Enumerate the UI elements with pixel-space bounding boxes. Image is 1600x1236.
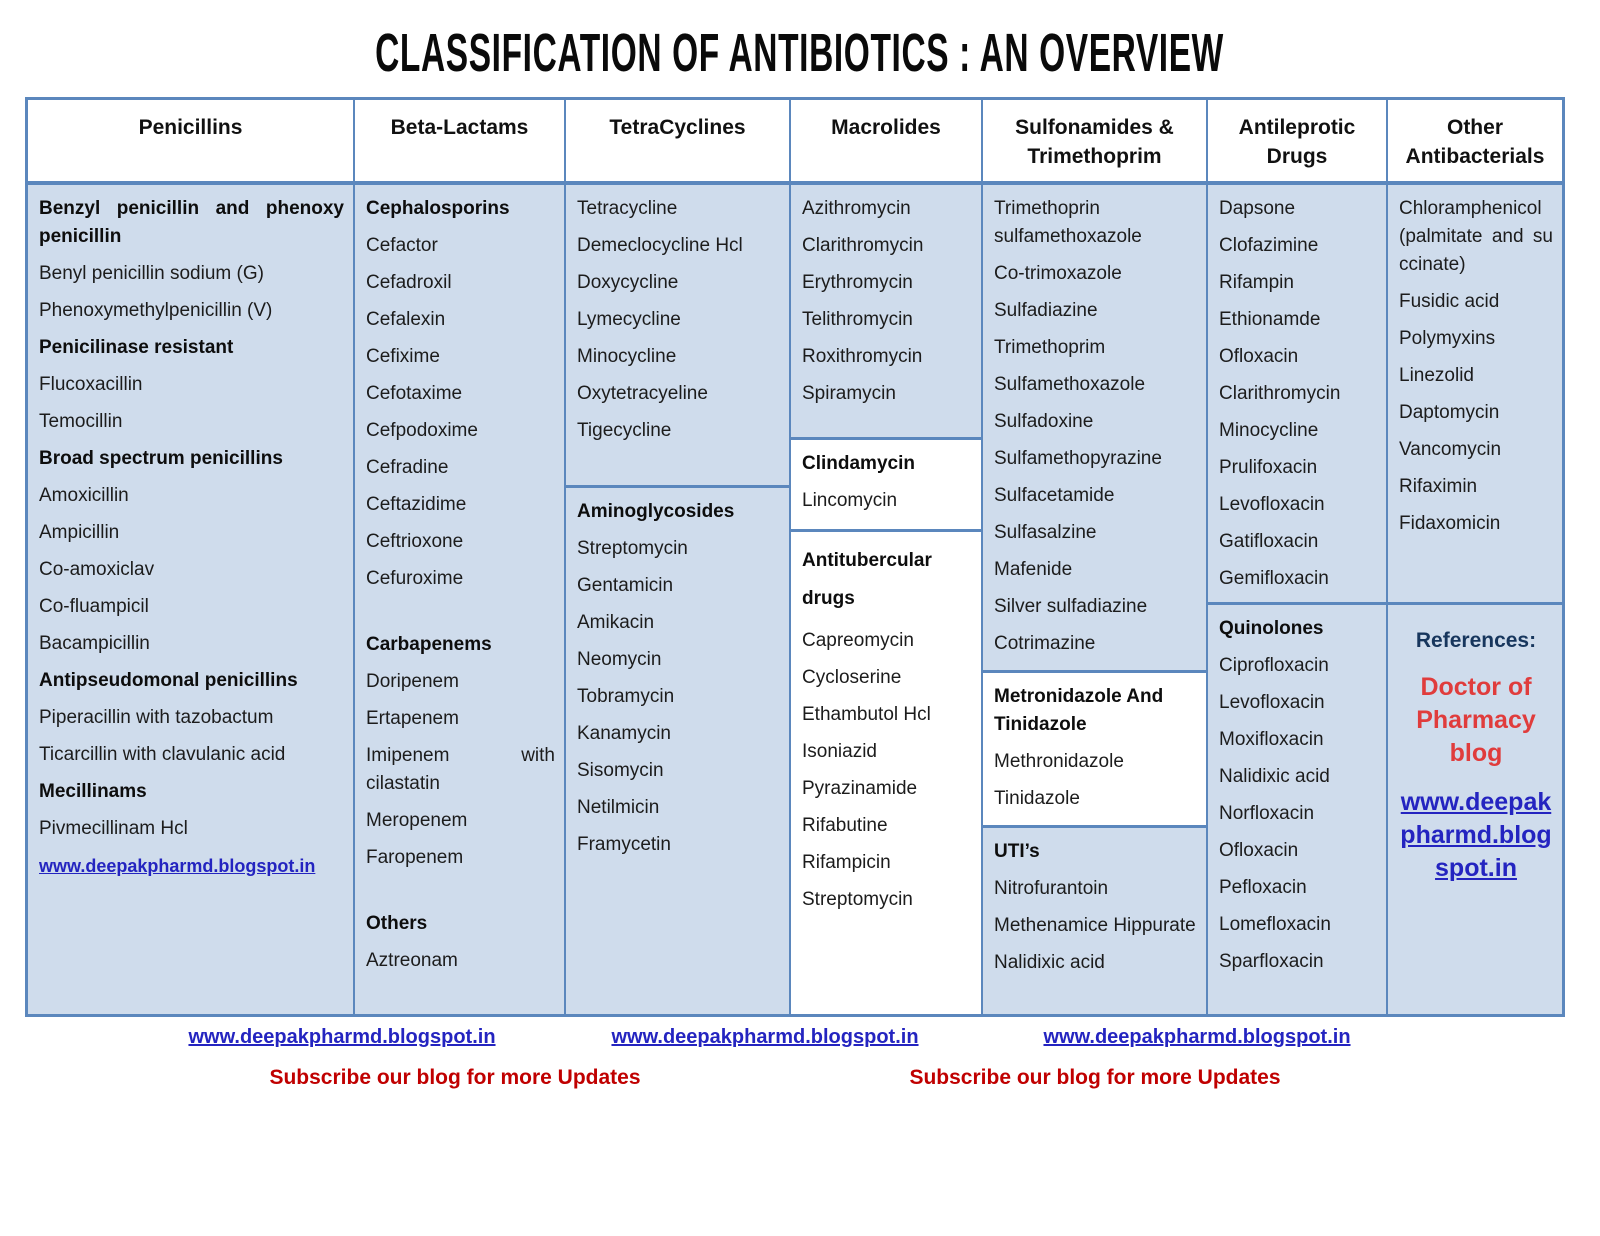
drug-item: Tinidazole	[994, 788, 1080, 809]
drug-item: Rifabutine	[802, 815, 888, 836]
column-penicillins	[28, 185, 355, 1014]
title-bar	[0, 22, 1600, 84]
column-header-other-antibacterials: Other Antibacterials	[1405, 116, 1545, 168]
drug-item: Faropenem	[366, 847, 464, 868]
drug-item: Tetracycline	[577, 198, 678, 219]
drug-item: Amoxicillin	[39, 485, 129, 506]
column-macrolides	[791, 185, 983, 1014]
table-body-row	[28, 185, 1562, 1014]
section-sulfonamides-trimethoprim-1	[983, 185, 1206, 673]
drug-item: Cotrimazine	[994, 633, 1096, 654]
section-macrolides-1	[791, 185, 981, 440]
drug-item: Ciprofloxacin	[1219, 655, 1329, 676]
category-heading: Others	[366, 913, 428, 934]
drug-item: Imipenem with cilastatin	[366, 745, 555, 794]
drug-item: Cefpodoxime	[366, 420, 478, 441]
category-heading: Cephalosporins	[366, 198, 510, 219]
drug-item: Flucoxacillin	[39, 374, 143, 395]
drug-item: Sulfamethoxazole	[994, 374, 1146, 395]
section-penicillins-1	[28, 185, 353, 1014]
column-header-tetracyclines: TetraCyclines	[566, 100, 791, 181]
drug-item: Minocycline	[1219, 420, 1319, 441]
drug-item: Clofazimine	[1219, 235, 1319, 256]
drug-item: Tobramycin	[577, 686, 675, 707]
drug-item: Ofloxacin	[1219, 346, 1299, 367]
drug-item: Cefuroxime	[366, 568, 464, 589]
drug-item: Phenoxymethylpenicillin (V)	[39, 300, 273, 321]
drug-item: Sulfadiazine	[994, 300, 1098, 321]
drug-item: Amikacin	[577, 612, 655, 633]
drug-item: Azithromycin	[802, 198, 911, 219]
category-heading: Quinolones	[1219, 618, 1324, 639]
drug-item: Capreomycin	[802, 630, 914, 651]
category-heading: Antitubercular drugs	[802, 550, 932, 609]
drug-item: Gatifloxacin	[1219, 531, 1319, 552]
section-macrolides-3	[791, 532, 981, 1014]
footer	[0, 1026, 1600, 1126]
drug-item: Levofloxacin	[1219, 692, 1325, 713]
drug-item: Co-amoxiclav	[39, 559, 155, 580]
drug-item: Netilmicin	[577, 797, 660, 818]
drug-item: Neomycin	[577, 649, 662, 670]
drug-item: Rifampicin	[802, 852, 891, 873]
drug-item: Cefactor	[366, 235, 438, 256]
column-beta-lactams	[355, 185, 566, 1014]
column-header-macrolides: Macrolides	[791, 100, 983, 181]
drug-item: Clarithromycin	[1219, 383, 1341, 404]
drug-item: Prulifoxacin	[1219, 457, 1318, 478]
drug-item: Sisomycin	[577, 760, 664, 781]
drug-item: Spiramycin	[802, 383, 896, 404]
drug-item: Trimethoprim	[994, 337, 1106, 358]
drug-item: Erythromycin	[802, 272, 913, 293]
section-tetracyclines-1	[566, 185, 789, 488]
drug-item: Meropenem	[366, 810, 468, 831]
drug-item: Cefadroxil	[366, 272, 452, 293]
drug-item: Methenamice Hippurate	[994, 915, 1196, 936]
drug-item: Nalidixic acid	[1219, 766, 1330, 787]
drug-item: Lymecycline	[577, 309, 681, 330]
drug-item: Temocillin	[39, 411, 123, 432]
drug-item: Ertapenem	[366, 708, 459, 729]
drug-item: Moxifloxacin	[1219, 729, 1324, 750]
category-heading: Penicilinase resistant	[39, 337, 234, 358]
section-macrolides-2	[791, 440, 981, 532]
column-header-beta-lactams: Beta-Lactams	[355, 100, 566, 181]
category-heading: Metronidazole And Tinidazole	[994, 686, 1164, 735]
section-antileprotic-drugs-2	[1208, 605, 1386, 1014]
drug-item: Isoniazid	[802, 741, 877, 762]
references-label: References:	[1415, 629, 1537, 652]
drug-item: Sulfasalzine	[994, 522, 1097, 543]
drug-item: Oxytetracyeline	[577, 383, 708, 404]
footer-blog-link-1[interactable]: www.deepakpharmd.blogspot.in	[188, 1026, 496, 1048]
drug-item: Kanamycin	[577, 723, 671, 744]
column-tetracyclines	[566, 185, 791, 1014]
blog-link[interactable]: www.deepakpharmd.blogspot.in	[1400, 788, 1552, 882]
drug-item: Sulfacetamide	[994, 485, 1115, 506]
drug-item: Cefotaxime	[366, 383, 463, 404]
drug-item: Gentamicin	[577, 575, 674, 596]
drug-item: Ampicillin	[39, 522, 120, 543]
drug-item: Silver sulfadiazine	[994, 596, 1148, 617]
drug-item: Ticarcillin with clavulanic acid	[39, 744, 286, 765]
references-blog-name: Doctor of Pharmacy blog	[1416, 673, 1536, 767]
drug-item: Daptomycin	[1399, 402, 1500, 423]
category-heading: Clindamycin	[802, 453, 915, 474]
section-sulfonamides-trimethoprim-3	[983, 828, 1206, 1014]
drug-item: Bacampicillin	[39, 633, 150, 654]
footer-blog-link-3[interactable]: www.deepakpharmd.blogspot.in	[1043, 1026, 1351, 1048]
drug-item: Levofloxacin	[1219, 494, 1325, 515]
drug-item: Rifampin	[1219, 272, 1294, 293]
drug-item: Fidaxomicin	[1399, 513, 1501, 534]
drug-item: Clarithromycin	[802, 235, 924, 256]
drug-item: Chloramphenicol (palmitate and succinate)	[1399, 198, 1553, 275]
column-header-sulfonamides-trimethoprim: Sulfonamides & Trimethoprim	[983, 100, 1208, 181]
drug-item: Ethambutol Hcl	[802, 704, 931, 725]
drug-item: Sulfamethopyrazine	[994, 448, 1162, 469]
drug-item: Cycloserine	[802, 667, 902, 688]
drug-item: Fusidic acid	[1399, 291, 1500, 312]
drug-item: Ceftazidime	[366, 494, 467, 515]
drug-item: Co-trimoxazole	[994, 263, 1122, 284]
drug-item: Cefalexin	[366, 309, 446, 330]
table-header-row	[28, 100, 1562, 185]
drug-item: Polymyxins	[1399, 328, 1496, 349]
category-heading: UTI’s	[994, 841, 1040, 862]
category-heading: Mecillinams	[39, 781, 147, 802]
section-tetracyclines-2	[566, 488, 789, 1014]
category-heading: Antipseudomonal penicillins	[39, 670, 298, 691]
drug-item: Ceftrioxone	[366, 531, 464, 552]
drug-item: Cefradine	[366, 457, 449, 478]
subscribe-text-2: Subscribe our blog for more Updates	[909, 1066, 1281, 1089]
drug-item: Telithromycin	[802, 309, 913, 330]
drug-item: Doxycycline	[577, 272, 679, 293]
drug-item: Mafenide	[994, 559, 1073, 580]
drug-item: Gemifloxacin	[1219, 568, 1329, 589]
section-sulfonamides-trimethoprim-2	[983, 673, 1206, 828]
column-other-antibacterials	[1388, 185, 1562, 1014]
drug-item: Benyl penicillin sodium (G)	[39, 263, 264, 284]
drug-item: Streptomycin	[577, 538, 688, 559]
blog-link[interactable]: www.deepakpharmd.blogspot.in	[39, 856, 316, 876]
drug-item: Rifaximin	[1399, 476, 1478, 497]
drug-item: Tigecycline	[577, 420, 672, 441]
column-header-penicillins: Penicillins	[28, 100, 355, 181]
drug-item: Minocycline	[577, 346, 677, 367]
drug-item: Pyrazinamide	[802, 778, 918, 799]
drug-item: Nalidixic acid	[994, 952, 1105, 973]
drug-item: Cefixime	[366, 346, 440, 367]
drug-item: Aztreonam	[366, 950, 458, 971]
drug-item: Methronidazole	[994, 751, 1124, 772]
section-other-antibacterials-2	[1388, 605, 1562, 1014]
category-heading: Aminoglycosides	[577, 501, 735, 522]
page-title: CLASSIFICATION OF ANTIBIOTICS : AN OVERVIEW	[375, 23, 1225, 83]
column-antileprotic-drugs	[1208, 185, 1388, 1014]
drug-item: Streptomycin	[802, 889, 913, 910]
drug-item: Co-fluampicil	[39, 596, 149, 617]
footer-blog-link-2[interactable]: www.deepakpharmd.blogspot.in	[611, 1026, 919, 1048]
drug-item: Trimethoprin sulfamethoxazole	[994, 198, 1142, 247]
category-heading: Carbapenems	[366, 634, 492, 655]
drug-item: Ofloxacin	[1219, 840, 1299, 861]
section-beta-lactams-1	[355, 185, 564, 1014]
section-other-antibacterials-1	[1388, 185, 1562, 605]
drug-item: Nitrofurantoin	[994, 878, 1109, 899]
category-heading: Benzyl penicillin and phenoxy penicillin	[39, 198, 344, 247]
drug-item: Piperacillin with tazobactum	[39, 707, 274, 728]
drug-item: Framycetin	[577, 834, 671, 855]
drug-item: Dapsone	[1219, 198, 1296, 219]
drug-item: Pivmecillinam Hcl	[39, 818, 188, 839]
drug-item: Sparfloxacin	[1219, 951, 1324, 972]
drug-item: Roxithromycin	[802, 346, 923, 367]
antibiotics-classification-table	[25, 97, 1565, 1017]
category-heading: Broad spectrum penicillins	[39, 448, 283, 469]
drug-item: Sulfadoxine	[994, 411, 1094, 432]
section-antileprotic-drugs-1	[1208, 185, 1386, 605]
drug-item: Doripenem	[366, 671, 459, 692]
drug-item: Norfloxacin	[1219, 803, 1315, 824]
drug-item: Demeclocycline Hcl	[577, 235, 743, 256]
drug-item: Linezolid	[1399, 365, 1474, 386]
drug-item: Pefloxacin	[1219, 877, 1307, 898]
drug-item: Vancomycin	[1399, 439, 1502, 460]
drug-item: Lincomycin	[802, 490, 898, 511]
column-sulfonamides-trimethoprim	[983, 185, 1208, 1014]
subscribe-text-1: Subscribe our blog for more Updates	[269, 1066, 641, 1089]
column-header-antileprotic-drugs: Antileprotic Drugs	[1208, 100, 1388, 181]
drug-item: Lomefloxacin	[1219, 914, 1331, 935]
drug-item: Ethionamde	[1219, 309, 1321, 330]
